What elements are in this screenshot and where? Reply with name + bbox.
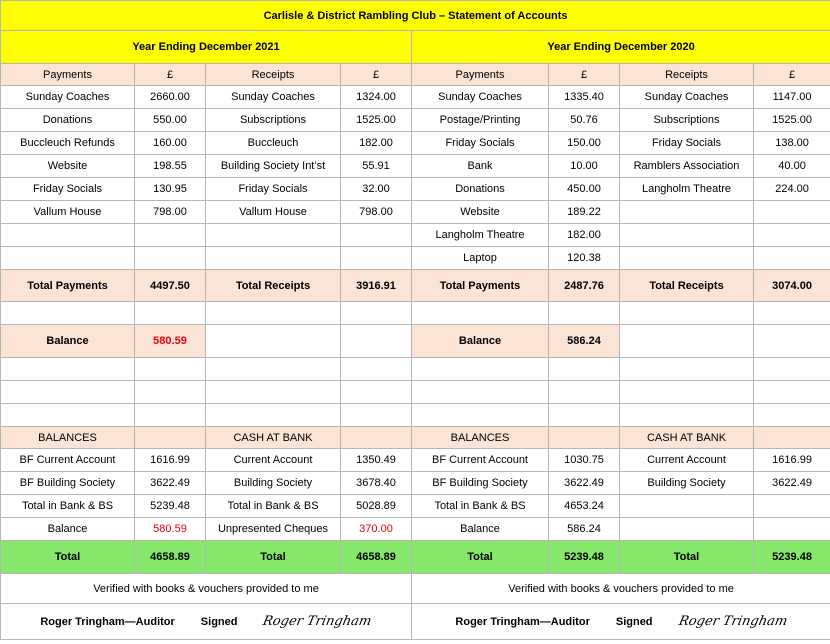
total-payments-2021-value: 4497.50 (135, 270, 206, 302)
cell: Friday Socials (206, 178, 341, 201)
sheet-title: Carlisle & District Rambling Club – Statement of Accounts (1, 1, 830, 31)
cell: 550.00 (135, 109, 206, 132)
cell (135, 247, 206, 270)
cell (206, 224, 341, 247)
cell (341, 224, 412, 247)
auditor-name: Roger Tringham—Auditor (40, 616, 175, 628)
payments-2020-header: Payments (412, 64, 549, 86)
cell: BF Building Society (1, 472, 135, 495)
table-row (1, 247, 830, 270)
totals-row (1, 270, 830, 302)
cell: 3678.40 (341, 472, 412, 495)
cell: 1350.49 (341, 449, 412, 472)
total-receipts-2021-label: Total Receipts (206, 270, 341, 302)
unpresented-cheques-value: 370.00 (341, 518, 412, 541)
cell: Building Society (206, 472, 341, 495)
cell: Balance (1, 518, 135, 541)
year-2020-header: Year Ending December 2020 (412, 31, 830, 64)
cell: 3622.49 (549, 472, 620, 495)
signed-label: Signed (615, 616, 653, 628)
cell (754, 247, 830, 270)
currency-header: £ (341, 64, 412, 86)
cell: 130.95 (135, 178, 206, 201)
cell: 4653.24 (549, 495, 620, 518)
balances-2021-header: BALANCES (1, 427, 135, 449)
cell: 2660.00 (135, 86, 206, 109)
cell: 32.00 (341, 178, 412, 201)
cell (206, 247, 341, 270)
balance-check-2021-value: 580.59 (135, 518, 206, 541)
table-row (1, 178, 830, 201)
cell (620, 495, 754, 518)
auditor-signature: Roger Tringham (676, 614, 789, 629)
verified-2020-note: Verified with books & vouchers provided to me (412, 574, 830, 604)
table-row (1, 224, 830, 247)
cell (754, 201, 830, 224)
cell: Postage/Printing (412, 109, 549, 132)
balance-2020-label: Balance (412, 325, 549, 358)
cell: BF Current Account (1, 449, 135, 472)
cell (754, 495, 830, 518)
balance-row (1, 325, 830, 358)
cell: Total in Bank & BS (412, 495, 549, 518)
cell: 160.00 (135, 132, 206, 155)
auditor-2021-block (1, 604, 412, 640)
total-receipts-2020-label: Total Receipts (620, 270, 754, 302)
blank-row (1, 302, 830, 325)
blank-row (1, 381, 830, 404)
blank-row (1, 358, 830, 381)
cell: Current Account (620, 449, 754, 472)
cell: 798.00 (135, 201, 206, 224)
table-row (1, 86, 830, 109)
cell: Sunday Coaches (1, 86, 135, 109)
cell (341, 247, 412, 270)
cell: 3622.49 (135, 472, 206, 495)
cell: 1324.00 (341, 86, 412, 109)
table-row (1, 495, 830, 518)
cell: 586.24 (549, 518, 620, 541)
cell: 1525.00 (341, 109, 412, 132)
cell: Friday Socials (1, 178, 135, 201)
balance-2021-value: 580.59 (135, 325, 206, 358)
total-payments-2020-label: Total Payments (412, 270, 549, 302)
cell: 1616.99 (135, 449, 206, 472)
cell: 224.00 (754, 178, 830, 201)
cell: Sunday Coaches (620, 86, 754, 109)
cell: 798.00 (341, 201, 412, 224)
grand-total-2020-left: 5239.48 (549, 541, 620, 574)
table-row (1, 449, 830, 472)
cell: Subscriptions (620, 109, 754, 132)
cell: Website (412, 201, 549, 224)
cell: 1525.00 (754, 109, 830, 132)
table-row (1, 201, 830, 224)
cell (135, 224, 206, 247)
cell: Friday Socials (620, 132, 754, 155)
blank-row (1, 404, 830, 427)
balance-2021-label: Balance (1, 325, 135, 358)
cell: Balance (412, 518, 549, 541)
payments-2021-header: Payments (1, 64, 135, 86)
table-row (1, 109, 830, 132)
receipts-2021-header: Receipts (206, 64, 341, 86)
total-receipts-2021-value: 3916.91 (341, 270, 412, 302)
verified-2021-note: Verified with books & vouchers provided to me (1, 574, 412, 604)
cell: Donations (412, 178, 549, 201)
cell (754, 224, 830, 247)
table-row (1, 472, 830, 495)
cell: Langholm Theatre (620, 178, 754, 201)
cell: Donations (1, 109, 135, 132)
grand-total-2020-right: 5239.48 (754, 541, 830, 574)
cell: 138.00 (754, 132, 830, 155)
auditor-2020-block (412, 604, 830, 640)
cash-at-bank-2021-header: CASH AT BANK (206, 427, 341, 449)
table-row (1, 155, 830, 178)
cell: Current Account (206, 449, 341, 472)
cell: Total in Bank & BS (206, 495, 341, 518)
grand-total-row (1, 541, 830, 574)
cell: Langholm Theatre (412, 224, 549, 247)
cell: Friday Socials (412, 132, 549, 155)
cell: 1030.75 (549, 449, 620, 472)
balances-2020-header: BALANCES (412, 427, 549, 449)
cell: BF Building Society (412, 472, 549, 495)
cell: 1616.99 (754, 449, 830, 472)
cell (620, 518, 754, 541)
cell: Laptop (412, 247, 549, 270)
cell: Vallum House (206, 201, 341, 224)
cell: BF Current Account (412, 449, 549, 472)
cell: 182.00 (549, 224, 620, 247)
grand-total-2020-label: Total (620, 541, 754, 574)
grand-total-2021-label: Total (206, 541, 341, 574)
currency-header: £ (549, 64, 620, 86)
cell: Website (1, 155, 135, 178)
total-receipts-2020-value: 3074.00 (754, 270, 830, 302)
cell: 189.22 (549, 201, 620, 224)
cell (620, 201, 754, 224)
table-row (1, 518, 830, 541)
cell: 5239.48 (135, 495, 206, 518)
cell: 40.00 (754, 155, 830, 178)
receipts-2020-header: Receipts (620, 64, 754, 86)
cell: 450.00 (549, 178, 620, 201)
cell: Total in Bank & BS (1, 495, 135, 518)
cell: Subscriptions (206, 109, 341, 132)
currency-header: £ (754, 64, 830, 86)
signed-label: Signed (200, 616, 238, 628)
cell (620, 247, 754, 270)
total-payments-2020-value: 2487.76 (549, 270, 620, 302)
cell: 198.55 (135, 155, 206, 178)
cell: 3622.49 (754, 472, 830, 495)
cell: 1147.00 (754, 86, 830, 109)
cell: Sunday Coaches (206, 86, 341, 109)
cell: Unpresented Cheques (206, 518, 341, 541)
cell: Vallum House (1, 201, 135, 224)
grand-total-2021-label: Total (1, 541, 135, 574)
cell (620, 224, 754, 247)
cell: Building Society Int’st (206, 155, 341, 178)
balance-2020-value: 586.24 (549, 325, 620, 358)
cell: 182.00 (341, 132, 412, 155)
cell (1, 247, 135, 270)
auditor-signature: Roger Tringham (261, 614, 374, 629)
currency-header: £ (135, 64, 206, 86)
cell (1, 224, 135, 247)
cell (754, 518, 830, 541)
year-2021-header: Year Ending December 2021 (1, 31, 412, 64)
cell: Building Society (620, 472, 754, 495)
grand-total-2021-left: 4658.89 (135, 541, 206, 574)
cell: 150.00 (549, 132, 620, 155)
cell: 50.76 (549, 109, 620, 132)
cell: 10.00 (549, 155, 620, 178)
cell: Bank (412, 155, 549, 178)
table-row (1, 132, 830, 155)
cell: 1335.40 (549, 86, 620, 109)
cell: Buccleuch (206, 132, 341, 155)
cell: Buccleuch Refunds (1, 132, 135, 155)
cell: 120.38 (549, 247, 620, 270)
total-payments-2021-label: Total Payments (1, 270, 135, 302)
cell: Sunday Coaches (412, 86, 549, 109)
auditor-name: Roger Tringham—Auditor (455, 616, 590, 628)
cell: Ramblers Association (620, 155, 754, 178)
grand-total-2021-right: 4658.89 (341, 541, 412, 574)
cell: 5028.89 (341, 495, 412, 518)
cell: 55.91 (341, 155, 412, 178)
cash-at-bank-2020-header: CASH AT BANK (620, 427, 754, 449)
grand-total-2020-label: Total (412, 541, 549, 574)
